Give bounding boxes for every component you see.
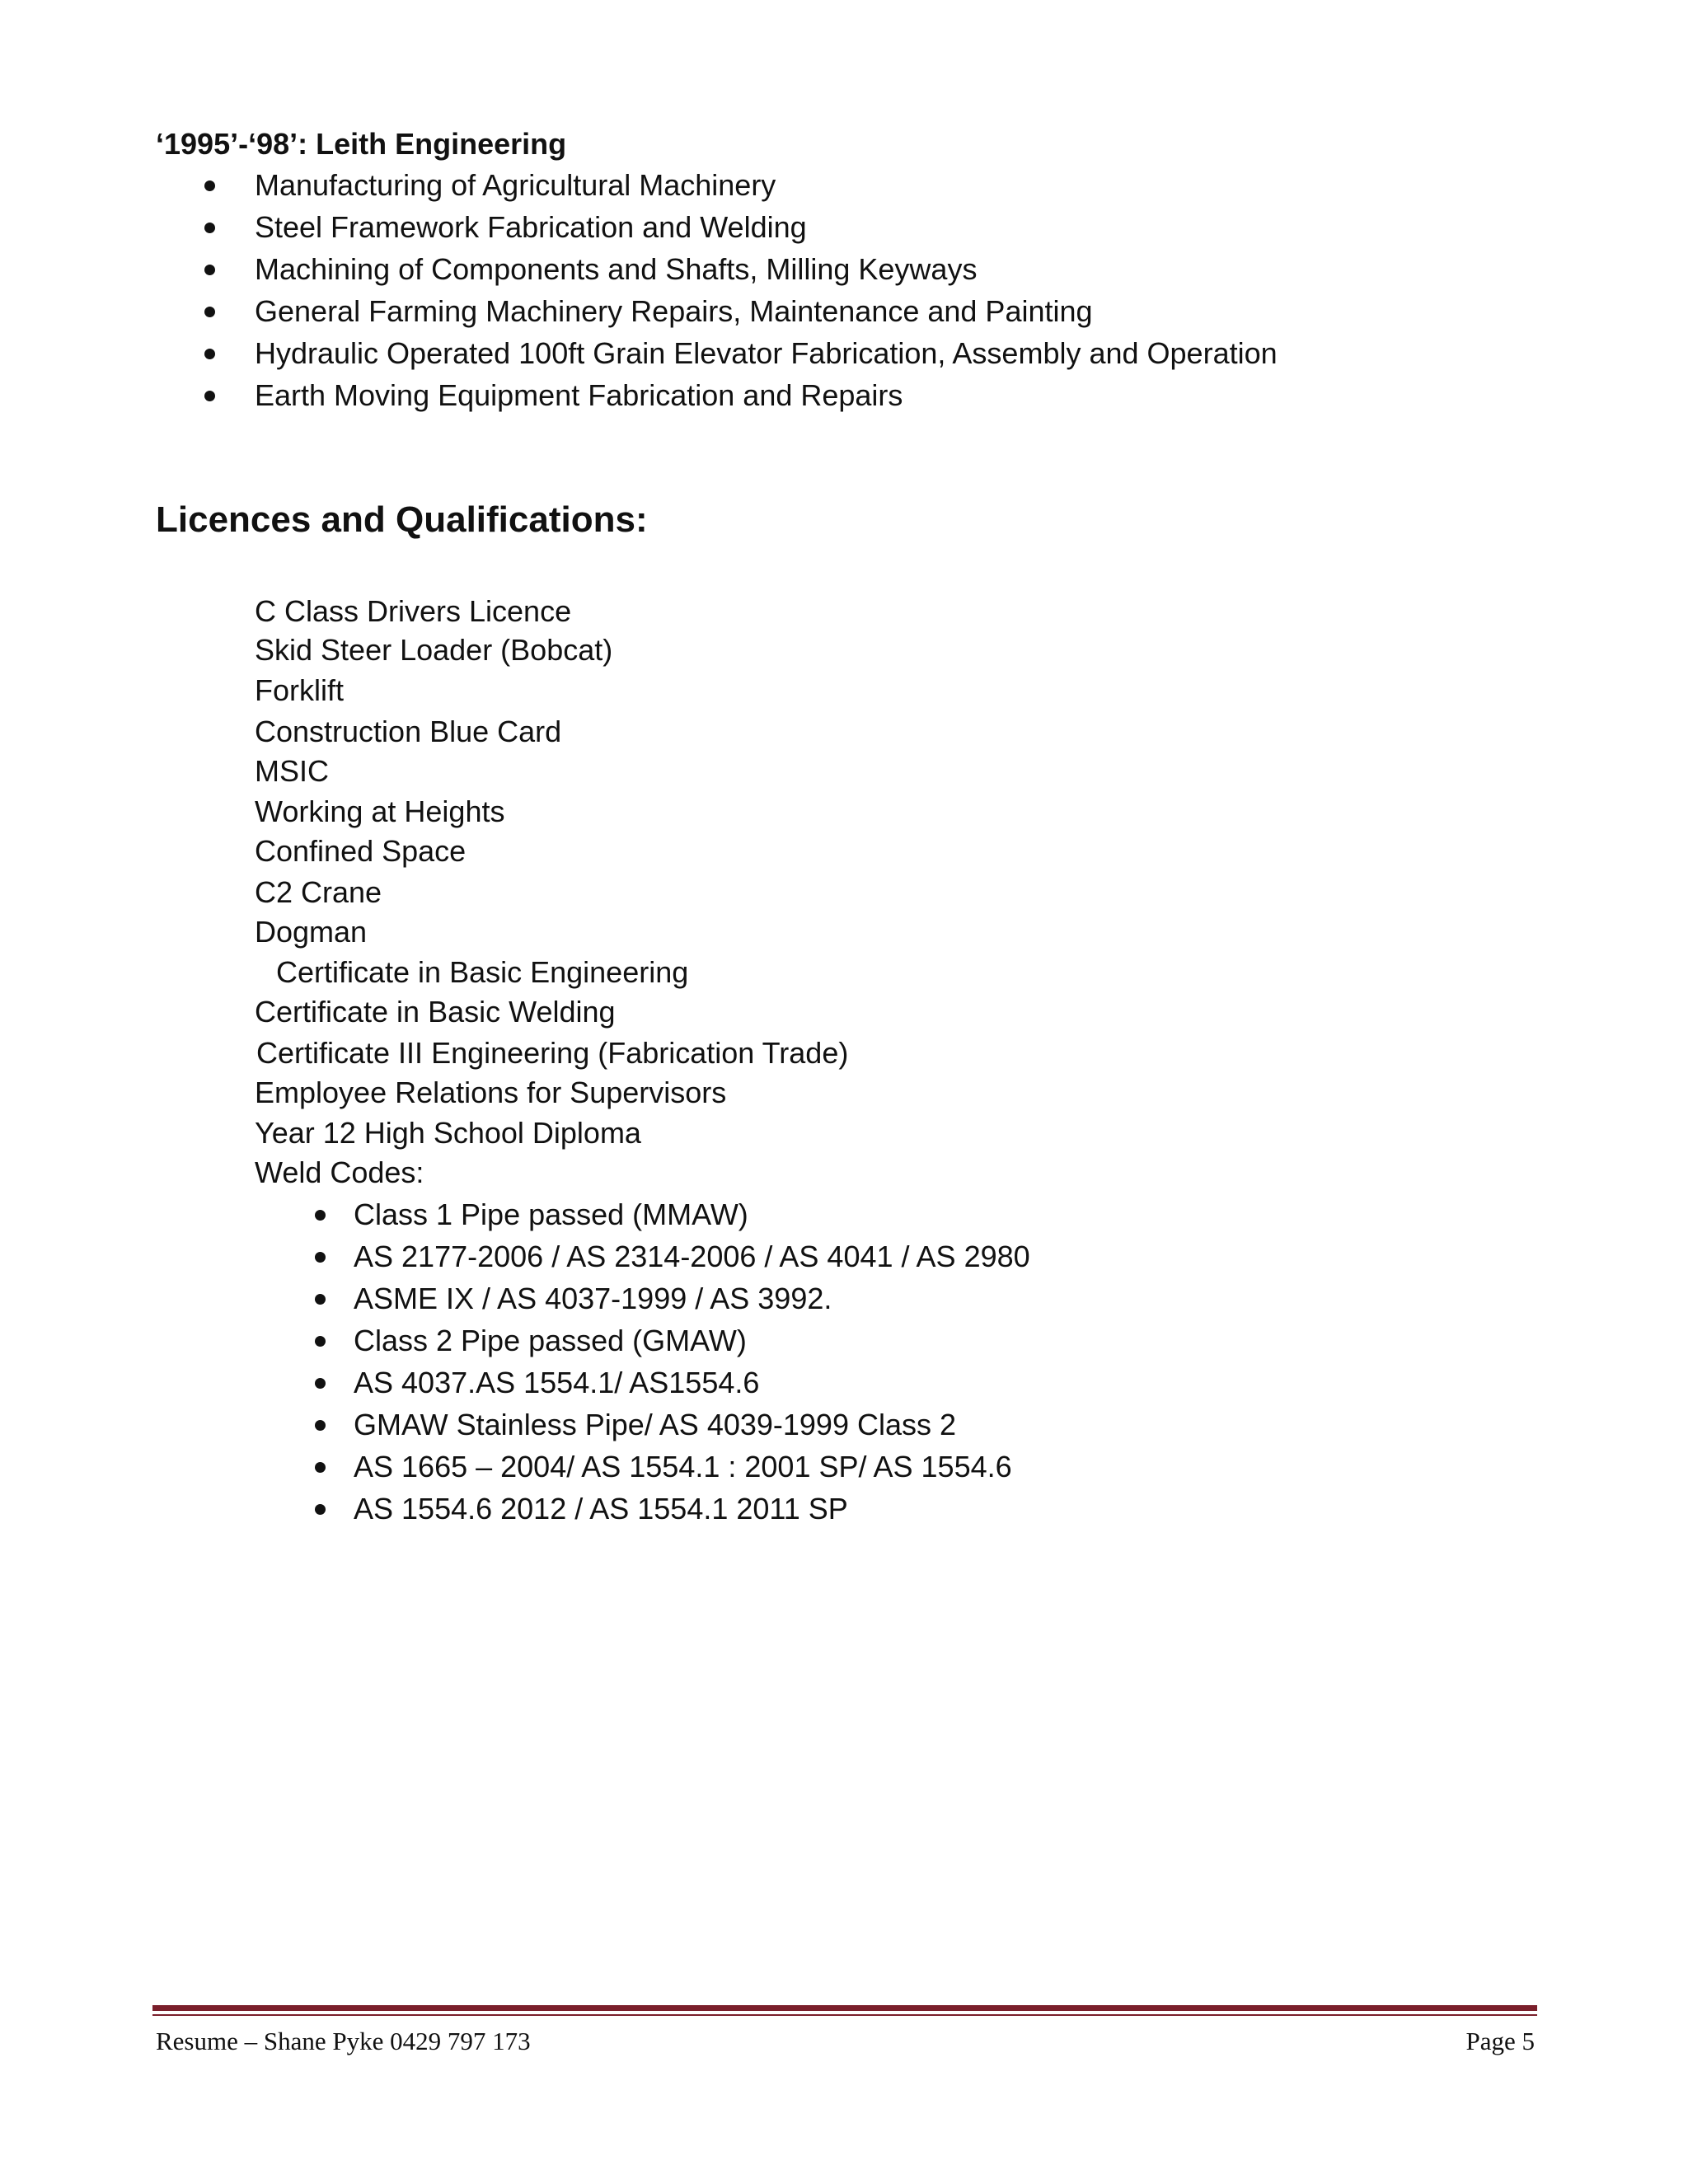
bullet-icon (315, 1336, 326, 1347)
weld-code-item: AS 2177-2006 / AS 2314-2006 / AS 4041 / AS 2980 (354, 1240, 1030, 1273)
bullet-icon (315, 1252, 326, 1263)
bullet-icon (315, 1462, 326, 1473)
licence-item: Certificate III Engineering (Fabrication Trade) (256, 1036, 849, 1070)
bullet-icon (204, 349, 215, 359)
licence-item: MSIC (255, 754, 329, 788)
licence-item: Skid Steer Loader (Bobcat) (255, 633, 613, 667)
bullet-icon (204, 307, 215, 317)
bullet-icon (315, 1504, 326, 1515)
bullet-icon (315, 1210, 326, 1221)
licence-item: Dogman (255, 915, 368, 949)
licence-item: Year 12 High School Diploma (255, 1116, 641, 1150)
job-duty-item: General Farming Machinery Repairs, Maintenance and Painting (255, 294, 1093, 328)
licence-item: Working at Heights (255, 794, 505, 828)
weld-code-item: Class 2 Pipe passed (GMAW) (354, 1324, 747, 1357)
job-duty-item: Manufacturing of Agricultural Machinery (255, 168, 776, 202)
bullet-icon (315, 1294, 326, 1305)
licence-item: Certificate in Basic Engineering (276, 955, 689, 989)
footer-divider (152, 2005, 1537, 2011)
weld-code-item: GMAW Stainless Pipe/ AS 4039-1999 Class 2 (354, 1408, 957, 1441)
weld-code-item: ASME IX / AS 4037-1999 / AS 3992. (354, 1282, 832, 1315)
footer-page-number: Page 5 (1465, 2027, 1535, 2055)
weld-code-item: Class 1 Pipe passed (MMAW) (354, 1197, 748, 1231)
bullet-icon (204, 180, 215, 191)
job-duty-item: Earth Moving Equipment Fabrication and Repairs (255, 378, 903, 412)
licence-item: Employee Relations for Supervisors (255, 1076, 727, 1109)
section-title: Licences and Qualifications: (156, 499, 648, 540)
weld-code-item: AS 1665 – 2004/ AS 1554.1 : 2001 SP/ AS 1554.6 (354, 1450, 1012, 1483)
weld-code-item: AS 1554.6 2012 / AS 1554.1 2011 SP (354, 1492, 848, 1526)
licence-item: Weld Codes: (255, 1155, 424, 1189)
footer-divider-thin (152, 2014, 1537, 2016)
bullet-icon (204, 223, 215, 233)
licence-item: Confined Space (255, 834, 467, 868)
licence-item: C2 Crane (255, 875, 382, 909)
weld-code-item: AS 4037.AS 1554.1/ AS1554.6 (354, 1366, 760, 1399)
licence-item: Certificate in Basic Welding (255, 995, 616, 1029)
bullet-icon (315, 1378, 326, 1389)
licence-item: Construction Blue Card (255, 715, 562, 748)
licence-item: C Class Drivers Licence (255, 594, 572, 628)
bullet-icon (204, 391, 215, 401)
footer-author-contact: Resume – Shane Pyke 0429 797 173 (156, 2027, 531, 2055)
job-heading: ‘1995’-‘98’: Leith Engineering (156, 127, 567, 161)
job-duty-item: Machining of Components and Shafts, Milling Keyways (255, 252, 978, 286)
job-duty-item: Steel Framework Fabrication and Welding (255, 210, 807, 244)
licence-item: Forklift (255, 673, 344, 707)
bullet-icon (315, 1420, 326, 1431)
job-duty-item: Hydraulic Operated 100ft Grain Elevator Fabrication, Assembly and Operation (255, 336, 1278, 370)
bullet-icon (204, 265, 215, 275)
